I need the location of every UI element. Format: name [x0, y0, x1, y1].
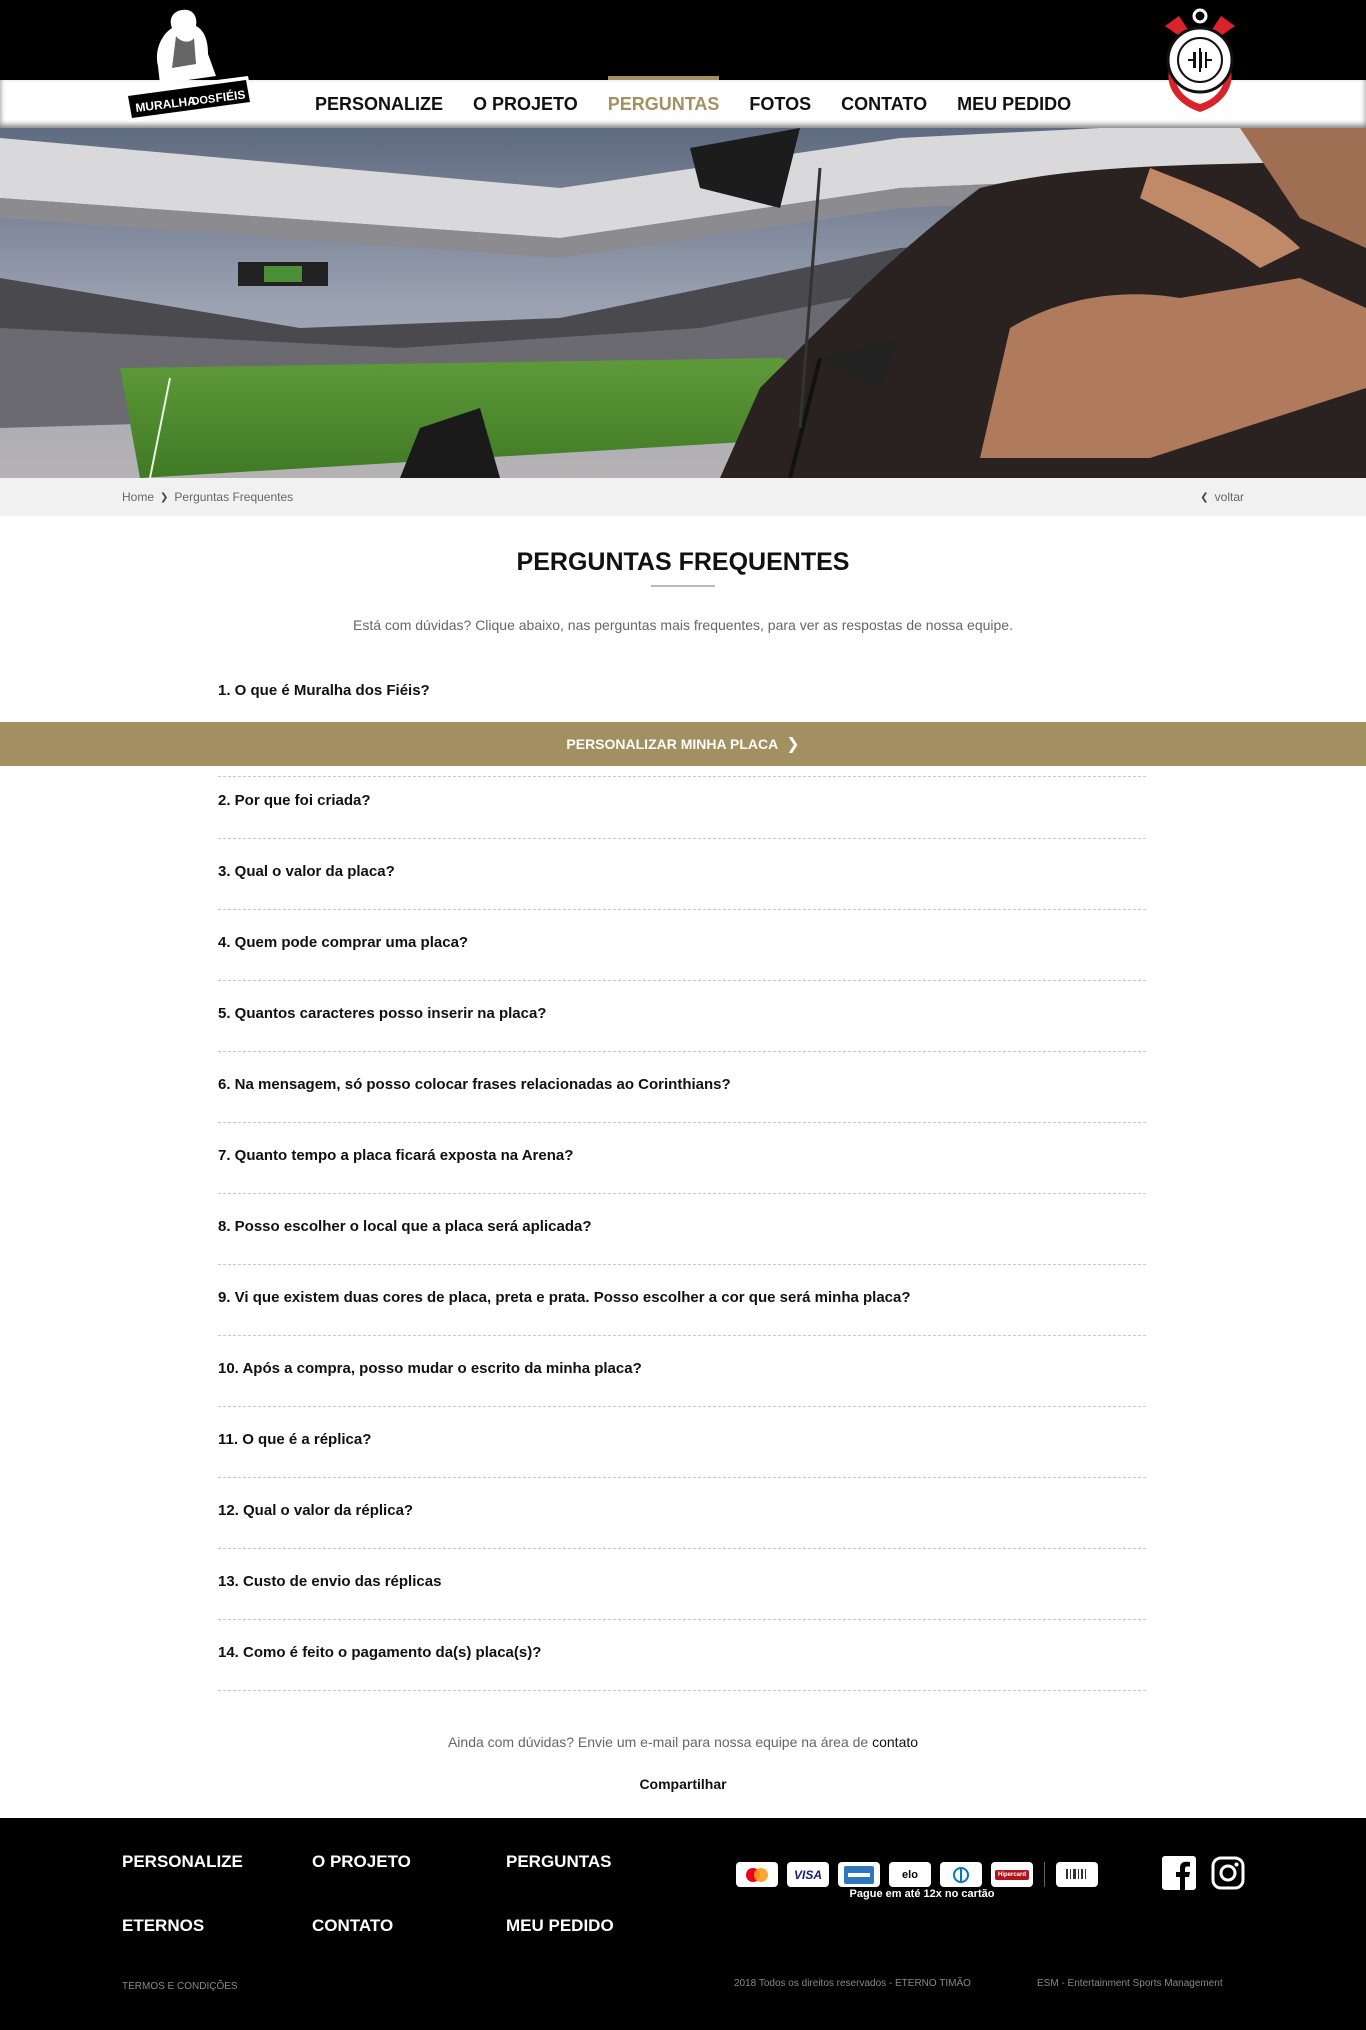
faq-divider	[218, 776, 1146, 777]
faq-question-13[interactable]: 13. Custo de envio das réplicas	[218, 1573, 442, 1590]
faq-question-11[interactable]: 11. O que é a réplica?	[218, 1431, 372, 1448]
back-label: voltar	[1214, 490, 1244, 504]
amex-icon	[838, 1862, 880, 1887]
cta-label: PERSONALIZAR MINHA PLACA	[566, 736, 779, 752]
hero-stadium-image	[0, 128, 1366, 478]
footer-link-o-projeto[interactable]: O PROJETO	[312, 1852, 411, 1871]
footer-link-eternos[interactable]: ETERNOS	[122, 1916, 205, 1935]
logo-text-muralha: MURALHA	[134, 93, 197, 115]
faq-divider	[218, 1051, 1146, 1052]
logo-text-fieis: FIÉIS	[214, 87, 247, 105]
nav-personalize[interactable]: PERSONALIZE	[315, 94, 444, 114]
visa-icon	[787, 1862, 829, 1887]
copyright-text: 2018 Todos os direitos reservados - ETERNO TIMÃO	[734, 1978, 971, 1989]
logo-text-dos: DOS	[190, 93, 217, 108]
page-intro: Está com dúvidas? Clique abaixo, nas perguntas mais frequentes, para ver as respostas de nossa equipe.	[353, 617, 1013, 633]
back-link[interactable]	[1200, 490, 1244, 504]
diners-icon	[940, 1862, 982, 1887]
breadcrumb-current: Perguntas Frequentes	[174, 490, 294, 504]
faq-divider	[218, 1335, 1146, 1336]
hipercard-icon	[991, 1862, 1033, 1887]
faq-question-1[interactable]: 1. O que é Muralha dos Fiéis?	[218, 682, 430, 699]
faq-divider	[218, 1690, 1146, 1691]
boleto-icon	[1056, 1862, 1098, 1887]
facebook-icon[interactable]	[1162, 1856, 1196, 1890]
terms-link[interactable]: TERMOS E CONDIÇÕES	[122, 1981, 238, 1992]
faq-divider	[218, 838, 1146, 839]
instagram-icon[interactable]	[1211, 1856, 1245, 1890]
payment-installments-text: Pague em até 12x no cartão	[849, 1888, 995, 1900]
faq-divider	[218, 909, 1146, 910]
title-divider	[651, 585, 715, 587]
elo-icon	[889, 1862, 931, 1887]
chevron-right-icon: ❯	[786, 736, 800, 753]
faq-question-12[interactable]: 12. Qual o valor da réplica?	[218, 1502, 414, 1519]
contact-link[interactable]: contato	[872, 1734, 919, 1750]
muralha-dos-fieis-logo[interactable]	[120, 6, 260, 124]
faq-question-10[interactable]: 10. Após a compra, posso mudar o escrito da minha placa?	[218, 1360, 642, 1377]
breadcrumb-bar	[0, 478, 1366, 516]
main-nav	[300, 76, 1086, 128]
corinthians-crest-icon[interactable]	[1155, 8, 1245, 120]
chevron-left-icon: ❮	[1200, 491, 1209, 503]
faq-question-6[interactable]: 6. Na mensagem, só posso colocar frases relacionadas ao Corinthians?	[218, 1076, 731, 1093]
faq-question-9[interactable]: 9. Vi que existem duas cores de placa, preta e prata. Posso escolher a cor que será minha placa?	[218, 1289, 911, 1306]
nav-perguntas[interactable]: PERGUNTAS	[593, 76, 735, 128]
mastercard-icon	[736, 1862, 778, 1887]
breadcrumb-home[interactable]: Home	[122, 490, 155, 504]
hipercard-label: Hipercard	[995, 1870, 1029, 1880]
faq-question-5[interactable]: 5. Quantos caracteres posso inserir na placa?	[218, 1005, 547, 1022]
faq-divider	[218, 1406, 1146, 1407]
elo-label: elo	[902, 1868, 918, 1881]
footer	[0, 1818, 1366, 2030]
faq-question-8[interactable]: 8. Posso escolher o local que a placa será aplicada?	[218, 1218, 592, 1235]
faq-question-3[interactable]: 3. Qual o valor da placa?	[218, 863, 395, 880]
footer-link-personalize[interactable]: PERSONALIZE	[122, 1852, 243, 1871]
nav-o-projeto[interactable]: O PROJETO	[473, 94, 578, 114]
faq-divider	[218, 1193, 1146, 1194]
faq-question-7[interactable]: 7. Quanto tempo a placa ficará exposta na Arena?	[218, 1147, 574, 1164]
footer-link-perguntas[interactable]: PERGUNTAS	[506, 1852, 612, 1871]
footer-link-meu-pedido[interactable]: MEU PEDIDO	[506, 1916, 614, 1935]
faq-question-4[interactable]: 4. Quem pode comprar uma placa?	[218, 934, 469, 951]
share-button[interactable]: Compartilhar	[639, 1776, 727, 1792]
faq-question-14[interactable]: 14. Como é feito o pagamento da(s) placa(s)?	[218, 1644, 542, 1661]
more-help-text	[0, 1734, 1366, 1750]
payment-methods	[736, 1862, 1098, 1887]
payment-divider	[1044, 1862, 1045, 1887]
page-title: PERGUNTAS FREQUENTES	[516, 548, 850, 576]
footer-link-contato[interactable]: CONTATO	[312, 1916, 394, 1935]
faq-divider	[218, 1122, 1146, 1123]
visa-label: VISA	[793, 1867, 822, 1882]
faq-divider	[218, 1264, 1146, 1265]
nav-meu-pedido[interactable]: MEU PEDIDO	[957, 94, 1072, 114]
chevron-right-icon: ❯	[160, 491, 169, 503]
company-text: ESM - Entertainment Sports Management	[1037, 1978, 1223, 1989]
faq-divider	[218, 980, 1146, 981]
nav-fotos[interactable]: FOTOS	[749, 94, 812, 114]
faq-divider	[218, 1619, 1146, 1620]
breadcrumb	[122, 490, 293, 504]
more-help-label: Ainda com dúvidas? Envie um e-mail para nossa equipe na área de	[447, 1734, 873, 1750]
faq-question-2[interactable]: 2. Por que foi criada?	[218, 792, 371, 809]
faq-divider	[218, 1477, 1146, 1478]
personalize-plate-button[interactable]	[0, 722, 1366, 766]
faq-divider	[218, 1548, 1146, 1549]
nav-contato[interactable]: CONTATO	[841, 94, 928, 114]
